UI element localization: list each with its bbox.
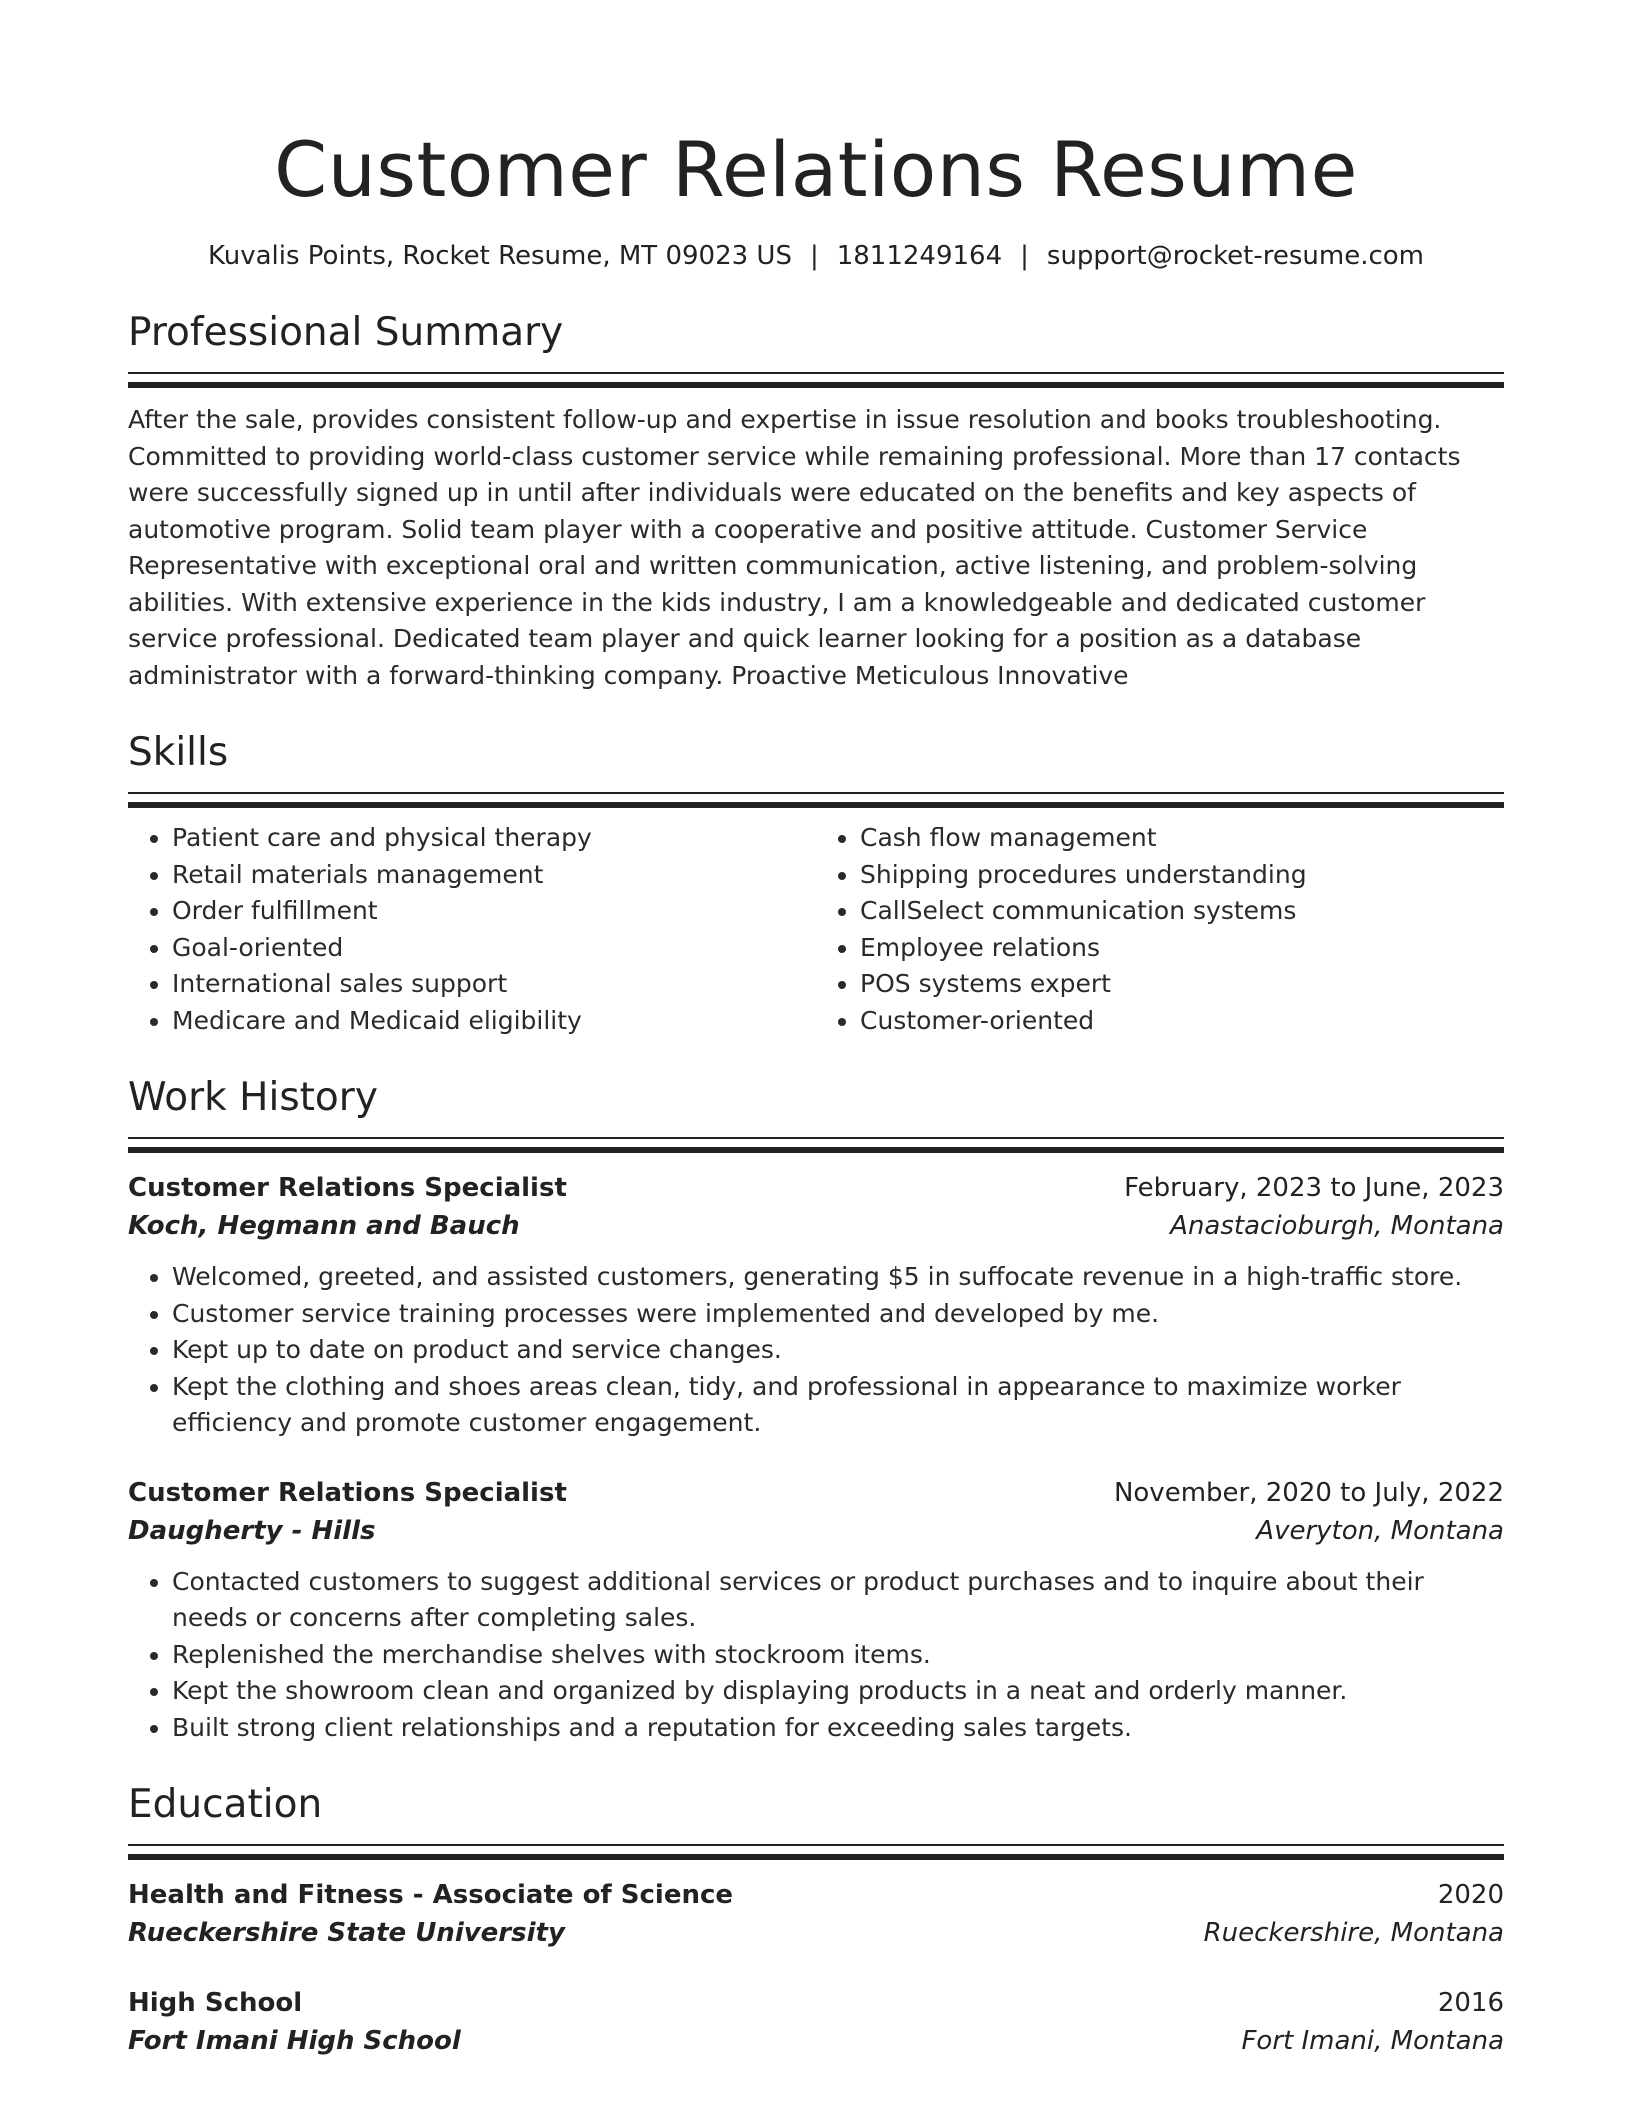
contact-separator: | (809, 241, 819, 271)
job-entry (128, 1169, 1504, 1442)
contact-separator: | (1020, 241, 1029, 271)
skill-item: • Patient care and physical therapy (172, 820, 816, 857)
education-section (128, 1780, 1504, 2060)
education-header-row (128, 1984, 1504, 2022)
skill-item: • Goal-oriented (172, 930, 816, 967)
skills-list-right (816, 820, 1504, 1039)
job-bullet: • Kept the clothing and shoes areas clean, tidy, and professional in appearance to maximize worker efficiency and promote customer engagement. (172, 1369, 1504, 1442)
contact-line (128, 238, 1504, 274)
summary-text: After the sale, provides consistent follow-up and expertise in issue resolution and books troubleshooting. Committed to providing world-class customer service while remaining professional. More than 17 contacts were successfully signed up in until after individuals were educated on the benefits and key aspects of automotive program. Solid team player with a cooperative and positive attitude. Customer Service Representative with exceptional oral and written communication, active listening, and problem-solving abilities. With extensive experience in the kids industry, I am a knowledgeable and dedicated customer service professional. Dedicated team player and quick learner looking for a position as a database administrator with a forward-thinking company. Proactive Meticulous Innovative (128, 405, 1461, 690)
skill-item: • International sales support (172, 966, 816, 1003)
education-school-row (128, 1914, 1504, 1952)
work-history-section (128, 1073, 1504, 1746)
skill-item: • Medicare and Medicaid eligibility (172, 1003, 816, 1040)
education-year: 2016 (1437, 1988, 1504, 2018)
contact-email: support@rocket-resume.com (1046, 241, 1425, 271)
job-header-row (128, 1169, 1504, 1207)
skills-section (128, 728, 1504, 1039)
contact-address: Kuvalis Points, Rocket Resume, MT 09023 US (207, 241, 792, 271)
education-heading: Education (128, 1782, 323, 1827)
skill-item: • Shipping procedures understanding (860, 857, 1504, 894)
skills-columns (128, 820, 1504, 1039)
skill-item: • Cash flow management (860, 820, 1504, 857)
job-header-row (128, 1474, 1504, 1512)
skill-item: • POS systems expert (860, 966, 1504, 1003)
job-company-row (128, 1512, 1504, 1550)
job-bullet: • Contacted customers to suggest additional services or product purchases and to inquire about their needs or concerns after completing sales. (172, 1564, 1504, 1637)
education-school: Fort Imani High School (128, 2026, 461, 2056)
job-bullet: • Replenished the merchandise shelves with stockroom items. (172, 1637, 1504, 1674)
job-title: Customer Relations Specialist (128, 1173, 567, 1203)
section-divider (128, 792, 1504, 808)
job-company: Daugherty - Hills (128, 1515, 376, 1546)
job-company-row (128, 1207, 1504, 1245)
education-entry (128, 1876, 1504, 1952)
skill-item: • Employee relations (860, 930, 1504, 967)
education-location: Rueckershire, Montana (1203, 1918, 1504, 1948)
job-dates: February, 2023 to June, 2023 (1124, 1173, 1504, 1203)
job-bullet: • Kept up to date on product and service changes. (172, 1332, 1504, 1369)
job-bullet: • Customer service training processes were implemented and developed by me. (172, 1296, 1504, 1333)
job-bullet: • Built strong client relationships and a reputation for exceeding sales targets. (172, 1710, 1504, 1747)
skill-item: • Customer-oriented (860, 1003, 1504, 1040)
job-location: Averyton, Montana (1256, 1515, 1504, 1546)
education-location: Fort Imani, Montana (1241, 2026, 1504, 2056)
job-bullets (128, 1564, 1504, 1747)
summary-heading: Professional Summary (128, 310, 564, 355)
education-header-row (128, 1876, 1504, 1914)
job-company: Koch, Hegmann and Bauch (128, 1211, 520, 1241)
skills-heading: Skills (128, 730, 229, 775)
resume-title: Customer Relations Resume (274, 125, 1358, 214)
section-divider (128, 372, 1504, 388)
job-dates: November, 2020 to July, 2022 (1113, 1477, 1504, 1508)
contact-phone: 1811249164 (836, 241, 1003, 271)
summary-section (128, 308, 1504, 694)
section-divider (128, 1137, 1504, 1153)
work-history-heading: Work History (128, 1075, 378, 1120)
job-location: Anastacioburgh, Montana (1170, 1211, 1504, 1241)
skill-item: • Retail materials management (172, 857, 816, 894)
education-year: 2020 (1437, 1880, 1504, 1910)
job-entry (128, 1474, 1504, 1747)
education-degree: High School (128, 1988, 303, 2018)
section-divider (128, 1844, 1504, 1860)
education-school-row (128, 2022, 1504, 2060)
job-bullet: • Welcomed, greeted, and assisted customers, generating $5 in suffocate revenue in a high-traffic store. (172, 1259, 1504, 1296)
education-entry (128, 1984, 1504, 2060)
skill-item: • Order fulfillment (172, 893, 816, 930)
skills-list-left (128, 820, 816, 1039)
education-school: Rueckershire State University (128, 1918, 565, 1948)
education-degree: Health and Fitness - Associate of Science (128, 1880, 734, 1910)
skill-item: • CallSelect communication systems (860, 893, 1504, 930)
job-bullet: • Kept the showroom clean and organized by displaying products in a neat and orderly manner. (172, 1673, 1504, 1710)
job-bullets (128, 1259, 1504, 1442)
job-title: Customer Relations Specialist (128, 1477, 567, 1508)
